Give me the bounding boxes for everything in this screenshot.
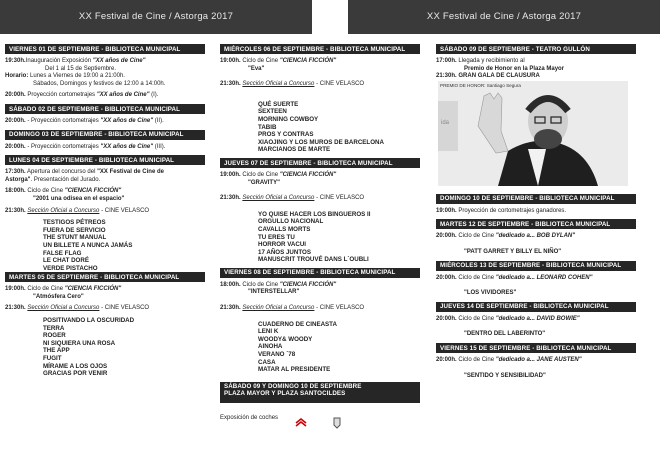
svg-text:ida: ida xyxy=(441,119,450,126)
event-line: 20:00h. Ciclo de Cine "dedicado a... JANE AUSTEN" xyxy=(436,356,582,363)
film-title: HORROR VACUI xyxy=(258,241,307,249)
film-title: "2001 una odisea en el espacio" xyxy=(33,195,125,202)
film-title: THE STUNT MANUAL xyxy=(43,234,107,242)
film-title: THE APP xyxy=(43,347,70,355)
film-title: TABIB xyxy=(258,123,277,131)
film-title: TESTIGOS PÉTREOS xyxy=(43,219,106,227)
event-line: 17:30h. Apertura del concurso del "XX Festival de Cine de xyxy=(5,169,164,176)
film-title: UN BILLETE A NUNCA JAMÁS xyxy=(43,241,133,249)
banner-right-title: XX Festival de Cine / Astorga 2017 xyxy=(426,11,582,22)
event-line: Del 1 al 15 de Septiembre. xyxy=(45,65,117,72)
film-title: SEXTEEN xyxy=(258,108,287,116)
film-title: POSITIVANDO LA OSCURIDAD xyxy=(43,317,135,325)
film-title: MARCIANOS DE MARTE xyxy=(258,146,331,154)
event-line: 20:00h. Ciclo de Cine "dedicado a... DAVID BOWIE" xyxy=(436,315,580,322)
event-line: 18:00h. Ciclo de Cine "CIENCIA FICCIÓN" xyxy=(220,281,337,288)
film-title: 17 AÑOS JUNTOS xyxy=(258,248,311,256)
film-title: "DENTRO DEL LABERINTO" xyxy=(464,331,546,338)
event-line: 21:30h. Sección Oficial a Concurso - CINE VELASCO xyxy=(220,81,365,88)
film-title: "Eva" xyxy=(248,65,265,72)
event-line: 17:00h. Llegada y recibimiento al xyxy=(436,58,525,64)
film-title: CUADERNO DE CINEASTA xyxy=(258,320,337,328)
event-line: 18:00h. Ciclo de Cine "CIENCIA FICCIÓN" xyxy=(5,188,122,195)
event-line: Astorga". Presentación del Jurado. xyxy=(5,176,101,183)
event-line: 19:00h. Proyección de cortometrajes ganadores. xyxy=(436,207,567,214)
day-header: MARTES 12 DE SEPTIEMBRE - BIBLIOTECA MUNICIPAL xyxy=(436,219,636,229)
day-header-line: SÁBADO 09 Y DOMINGO 10 DE SEPTIEMBRE xyxy=(224,383,362,391)
event-line: 19:00h. Ciclo de Cine "CIENCIA FICCIÓN" xyxy=(220,171,337,178)
film-list xyxy=(5,219,205,272)
column-2 xyxy=(220,44,420,430)
day-header: MARTES 05 DE SEPTIEMBRE - BIBLIOTECA MUNICIPAL xyxy=(5,272,205,282)
banner-right xyxy=(348,0,660,34)
day-header: DOMINGO 10 DE SEPTIEMBRE - BIBLIOTECA MUNICIPAL xyxy=(436,194,636,204)
day-header: DOMINGO 03 DE SEPTIEMBRE - BIBLIOTECA MUNICIPAL xyxy=(5,130,205,140)
film-title: MORNING COWBOY xyxy=(258,115,319,123)
event-line: Premio de Honor en la Plaza Mayor xyxy=(464,65,565,72)
day-header: SÁBADO 02 DE SEPTIEMBRE - BIBLIOTECA MUNICIPAL xyxy=(5,104,205,114)
event-line: Horario: Lunes a Viernes de 19:00 a 21:00h. xyxy=(5,73,125,80)
film-title: NI SIQUIERA UNA ROSA xyxy=(43,339,116,347)
event-line: 19:00h. Ciclo de Cine "CIENCIA FICCIÓN" xyxy=(5,286,122,293)
event-line: 21:30h. Sección Oficial a Concurso - CINE VELASCO xyxy=(5,305,150,312)
photo-caption: PREMIO DE HONOR: Santiago Segura xyxy=(440,82,521,88)
day-header: JUEVES 07 DE SEPTIEMBRE - BIBLIOTECA MUNICIPAL xyxy=(220,158,420,168)
film-title: LENI K xyxy=(258,328,279,336)
day-header: VIERNES 15 DE SEPTIEMBRE - BIBLIOTECA MUNICIPAL xyxy=(436,343,636,353)
film-title: "Atmósfera Cero" xyxy=(33,293,84,300)
film-title: LE CHAT DORÉ xyxy=(43,257,89,265)
film-title: VERANO ´78 xyxy=(258,351,296,359)
film-list xyxy=(220,211,420,264)
event-line: Sábados, Domingos y festivos de 12:00 a 14:00h. xyxy=(33,80,166,87)
day-header: LUNES 04 DE SEPTIEMBRE - BIBLIOTECA MUNICIPAL xyxy=(5,155,205,165)
film-title: MANUSCRIT TROUVÉ DANS L´OUBLI xyxy=(258,256,369,264)
event-line: 19:00h. Ciclo de Cine "CIENCIA FICCIÓN" xyxy=(220,58,337,64)
film-title: YO QUISE HACER LOS BINGUEROS II xyxy=(258,210,371,218)
film-title: VERDE PISTACHO xyxy=(43,264,98,272)
event-line: 21:30h. GRAN GALA DE CLAUSURA xyxy=(436,73,540,80)
day-header: MIÉRCOLES 06 DE SEPTIEMBRE - BIBLIOTECA MUNICIPAL xyxy=(220,44,420,54)
film-list xyxy=(220,321,420,374)
event-line: 20:00h. Ciclo de Cine "dedicado a... BOB DYLAN" xyxy=(436,233,576,240)
event-line: 21:30h. Sección Oficial a Concurso - CINE VELASCO xyxy=(220,305,365,312)
event-line: 20:00h. - Proyección cortometrajes "XX años de Cine" (II). xyxy=(5,117,164,124)
day-header-line: PLAZA MAYOR Y PLAZA SANTOCILDES xyxy=(224,390,346,398)
film-title: MATAR AL PRESIDENTE xyxy=(258,366,331,374)
film-title: "SENTIDO Y SENSIBILIDAD" xyxy=(464,372,546,379)
film-title: WOODY& WOODY xyxy=(258,335,313,343)
film-title: "GRAVITY" xyxy=(248,179,280,186)
film-title: MÍRAME A LOS OJOS xyxy=(43,362,108,370)
film-title: FUERA DE SERVICIO xyxy=(43,226,106,234)
event-line: 20:00h. - Proyección cortometrajes "XX años de Cine" (III). xyxy=(5,143,166,150)
event-line: Exposición de coches xyxy=(220,414,279,421)
event-line: 21:30h. Sección Oficial a Concurso - CINE VELASCO xyxy=(5,207,150,214)
citroen-logo-icon xyxy=(290,416,312,430)
day-header: VIERNES 01 DE SEPTIEMBRE - BIBLIOTECA MUNICIPAL xyxy=(5,44,205,54)
event-line: 20:00h. Proyección cortometrajes "XX años de Cine" (I). xyxy=(5,92,159,99)
day-header: VIERNES 08 DE SEPTIEMBRE - BIBLIOTECA MUNICIPAL xyxy=(220,268,420,278)
film-title: XIAOJING Y LOS MUROS DE BARCELONA xyxy=(258,138,384,146)
film-title: TERRA xyxy=(43,324,65,332)
day-header: JUEVES 14 DE SEPTIEMBRE - BIBLIOTECA MUNICIPAL xyxy=(436,302,636,312)
event-line: 20:00h. Ciclo de Cine "dedicado a... LEONARD COHEN" xyxy=(436,274,593,281)
banner-left xyxy=(0,0,312,34)
film-title: "LOS VIVIDORES" xyxy=(464,290,517,297)
banner-left-title: XX Festival de Cine / Astorga 2017 xyxy=(78,11,234,22)
day-header xyxy=(220,382,420,403)
film-title: "PATT GARRET Y BILLY EL NIÑO" xyxy=(464,248,562,255)
film-list xyxy=(220,101,420,154)
day-header: MIÉRCOLES 13 DE SEPTIEMBRE - BIBLIOTECA MUNICIPAL xyxy=(436,261,636,271)
day-header: SÁBADO 09 DE SEPTIEMBRE - TEATRO GULLÓN xyxy=(436,44,636,54)
film-title: QUÉ SUERTE xyxy=(258,100,299,108)
event-line: 21:30h. Sección Oficial a Concurso - CINE VELASCO xyxy=(220,195,365,202)
peugeot-logo-icon xyxy=(326,416,348,430)
column-1 xyxy=(5,44,205,378)
film-title: FUGIT xyxy=(43,355,62,363)
film-title: "INTERSTELLAR" xyxy=(248,289,300,296)
column-3 xyxy=(436,44,636,380)
film-title: AINOHA xyxy=(258,343,283,351)
event-line: 19:30h.Inauguración Exposición "XX años de Cine" xyxy=(5,58,146,64)
film-title: PROS Y CONTRAS xyxy=(258,131,314,139)
film-title: GRACIAS POR VENIR xyxy=(43,370,108,378)
film-list xyxy=(5,317,205,378)
film-title: ORGULLO NACIONAL xyxy=(258,218,324,226)
film-title: ROGER xyxy=(43,332,66,340)
film-title: TU ERES TU xyxy=(258,233,295,241)
portrait-image xyxy=(438,81,628,186)
film-title: CAVALLS MORTS xyxy=(258,225,311,233)
film-title: FALSE FLAG xyxy=(43,249,82,257)
honoree-photo xyxy=(438,81,628,186)
film-title: CASA xyxy=(258,358,276,366)
